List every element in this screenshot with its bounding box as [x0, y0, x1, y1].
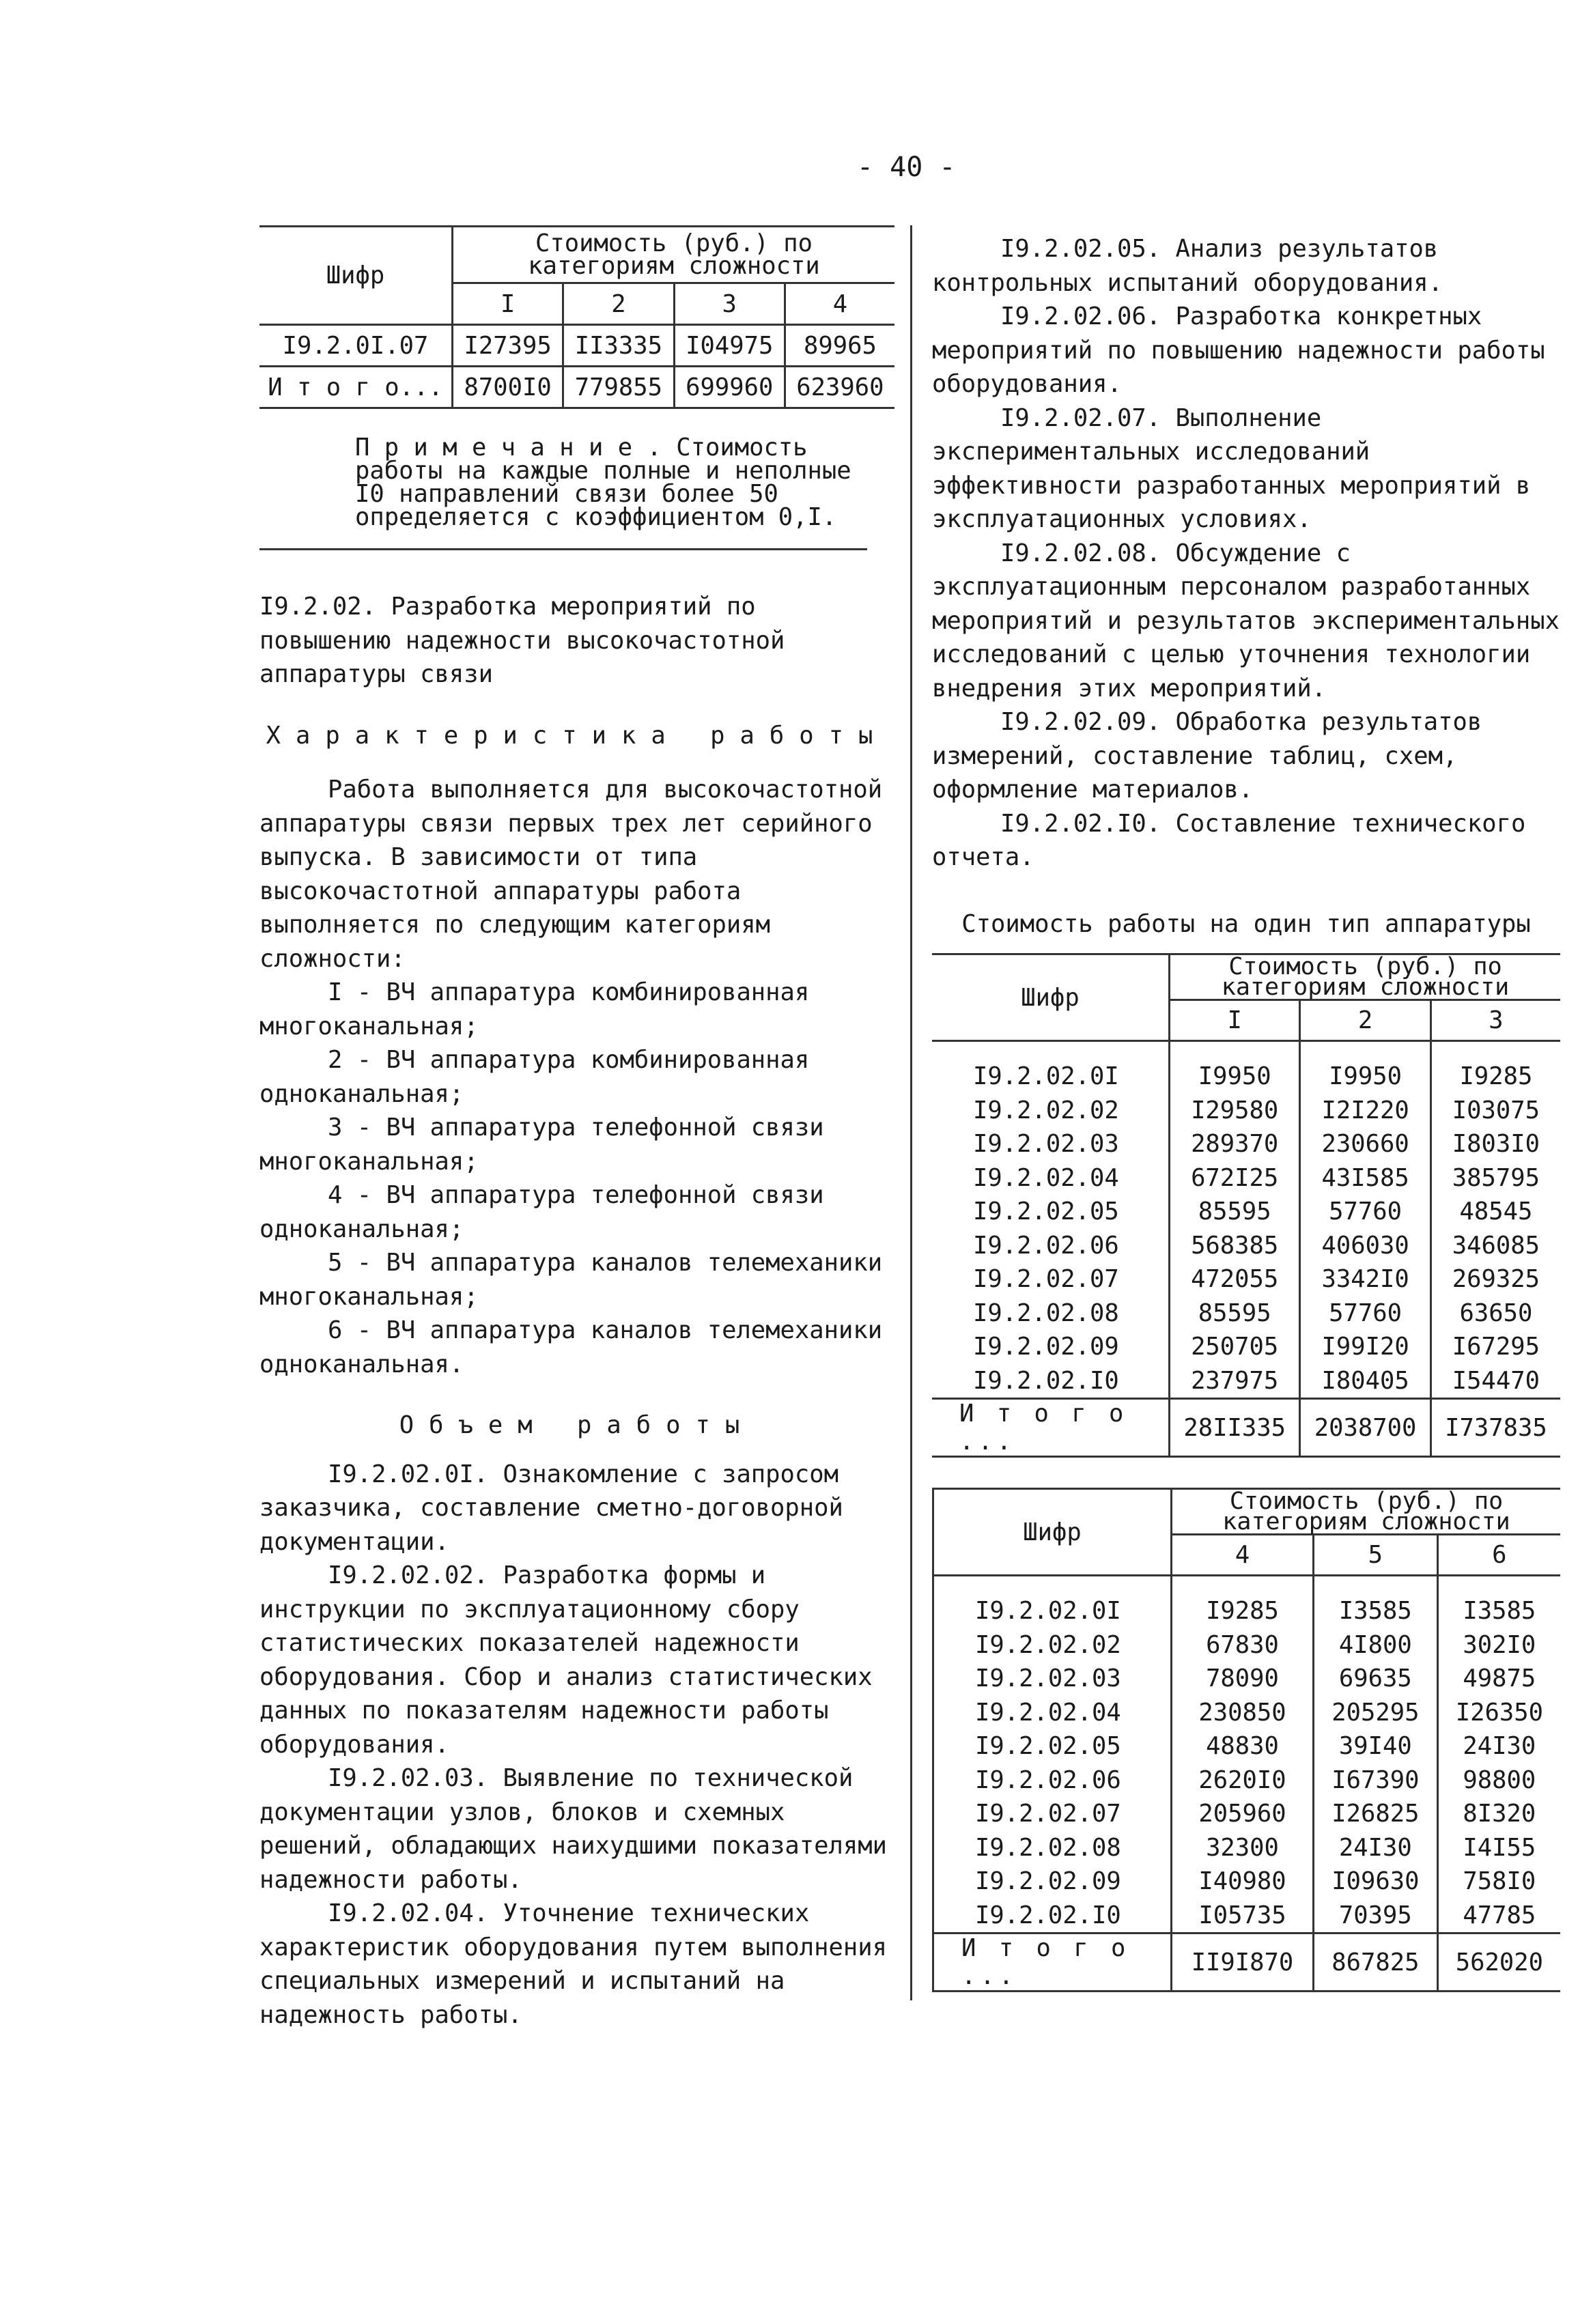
table3-cell: I67390 [1314, 1763, 1438, 1798]
table3-row-code: I9.2.02.04 [933, 1696, 1172, 1730]
table3-row-code: I9.2.02.05 [933, 1729, 1172, 1763]
table3-cat: 6 [1437, 1534, 1560, 1575]
table3-row-code: I9.2.02.0I [933, 1594, 1172, 1628]
table3-cell: 48830 [1172, 1729, 1314, 1763]
table-row [933, 1899, 1561, 1933]
table2-cell: 237975 [1170, 1364, 1300, 1399]
table-row [259, 325, 894, 367]
table3-row-code: I9.2.02.03 [933, 1662, 1172, 1696]
cost-table-19-2-01 [259, 225, 894, 409]
table-row [932, 1330, 1560, 1364]
table-row [932, 1195, 1560, 1229]
table1-cat: I [453, 283, 563, 325]
table2-row-code: I9.2.02.I0 [973, 1366, 1119, 1395]
table-total-row [932, 1399, 1560, 1457]
table2-row-code: I9.2.02.02 [973, 1096, 1119, 1124]
table2-row-code: I9.2.02.06 [973, 1231, 1119, 1260]
table2-cell: I54470 [1430, 1364, 1560, 1399]
characteristic-intro: Работа выполняется для высокочастотной аппаратуры связи первых трех лет серийного выпуска. В зависимости от типа высокочастотной аппаратуры работа выполняется по следующим категориям сложности: [259, 776, 883, 973]
table-row [932, 1161, 1560, 1195]
table-row [932, 1262, 1560, 1296]
table2-cell: 85595 [1170, 1296, 1300, 1331]
table2-row-code: I9.2.02.04 [973, 1163, 1119, 1192]
table2-cell: I03075 [1430, 1094, 1560, 1128]
table3-row-code: I9.2.02.02 [933, 1628, 1172, 1662]
volume-item: I9.2.02.I0. Составление технического отчета. [932, 809, 1526, 871]
cost-table-categories-4-6 [932, 1488, 1560, 1992]
table2-cell: 43I585 [1300, 1161, 1430, 1195]
right-column [932, 232, 1560, 1992]
table3-cell: 205960 [1172, 1797, 1314, 1831]
table2-cell: 57760 [1300, 1195, 1430, 1229]
table1-cell: II3335 [563, 325, 674, 367]
table3-total-cell: II9I870 [1172, 1933, 1314, 1992]
table-row [933, 1594, 1561, 1628]
table3-total-cell: 867825 [1314, 1933, 1438, 1992]
table3-cell: 69635 [1314, 1662, 1438, 1696]
table3-cell: 47785 [1437, 1899, 1560, 1933]
table-row [933, 1797, 1561, 1831]
table2-cell: 63650 [1430, 1296, 1560, 1331]
cost-heading: Стоимость работы на один тип аппаратуры [961, 909, 1531, 938]
table-row [933, 1696, 1561, 1730]
table3-total-label: И т о г о ... [933, 1933, 1172, 1992]
table2-cell: I9950 [1300, 1060, 1430, 1094]
table3-total-cell: 562020 [1437, 1933, 1560, 1992]
volume-item: I9.2.02.0I. Ознакомление с запросом заказчика, составление сметно-договорной документации. [259, 1460, 843, 1556]
table-total-row [259, 367, 894, 408]
table3-cell: 4I800 [1314, 1628, 1438, 1662]
table3-cell: 78090 [1172, 1662, 1314, 1696]
table3-row-code: I9.2.02.07 [933, 1797, 1172, 1831]
table3-row-code: I9.2.02.08 [933, 1831, 1172, 1865]
column-divider [910, 225, 912, 2000]
table2-cell: 230660 [1300, 1127, 1430, 1161]
table3-cell: 98800 [1437, 1763, 1560, 1798]
table1-cell: 89965 [785, 325, 894, 367]
table-row [933, 1729, 1561, 1763]
cost-table-categories-1-3 [932, 953, 1560, 1458]
table2-cat: 3 [1430, 1000, 1560, 1040]
table2-cell: I803I0 [1430, 1127, 1560, 1161]
table1-cell: I04975 [674, 325, 785, 367]
table2-row-code: I9.2.02.0I [973, 1062, 1119, 1091]
table1-cell: I27395 [453, 325, 563, 367]
table1-cat: 2 [563, 283, 674, 325]
table1-header-code: Шифр [259, 227, 453, 325]
table3-cell: I40980 [1172, 1865, 1314, 1899]
table-row [932, 1229, 1560, 1263]
category-item: 4 - ВЧ аппаратура телефонной связи одноканальная; [259, 1181, 824, 1243]
table2-cell: I67295 [1430, 1330, 1560, 1364]
note-divider [259, 548, 867, 550]
volume-item: I9.2.02.07. Выполнение экспериментальных исследований эффективности разработанных мероприятий в эксплуатационных условиях. [932, 403, 1531, 533]
table3-row-code: I9.2.02.I0 [933, 1899, 1172, 1933]
table3-cell: 32300 [1172, 1831, 1314, 1865]
table2-total-cell: I737835 [1430, 1399, 1560, 1457]
table-row [932, 1364, 1560, 1399]
table1-total-cell: 623960 [785, 367, 894, 408]
table1-cat: 4 [785, 283, 894, 325]
table3-cell: 2620I0 [1172, 1763, 1314, 1798]
category-item: 2 - ВЧ аппаратура комбинированная одноканальная; [259, 1046, 810, 1108]
table1-total-cell: 779855 [563, 367, 674, 408]
table2-cell: 57760 [1300, 1296, 1430, 1331]
table2-header-cost: Стоимость (руб.) по категориям сложности [1170, 954, 1561, 1000]
table-row [933, 1628, 1561, 1662]
left-column [259, 225, 894, 2032]
category-item: I - ВЧ аппаратура комбинированная многоканальная; [259, 978, 810, 1040]
volume-item: I9.2.02.05. Анализ результатов контрольных испытаний оборудования. [932, 235, 1443, 297]
volume-item: I9.2.02.04. Уточнение технических характеристик оборудования путем выполнения специальных измерений и испытаний на надежность работы. [259, 1899, 888, 2029]
table2-cell: 472055 [1170, 1262, 1300, 1296]
table2-cell: I2I220 [1300, 1094, 1430, 1128]
table1-total-label: И т о г о... [259, 367, 453, 408]
table-row [933, 1662, 1561, 1696]
volume-item: I9.2.02.08. Обсуждение с эксплуатационным персоналом разработанных мероприятий и результатов экспериментальных исследований с целью уточнения технологии внедрения этих мероприятий. [932, 539, 1560, 703]
table2-header-code: Шифр [932, 954, 1170, 1041]
table-row [932, 1127, 1560, 1161]
table3-cell: 758I0 [1437, 1865, 1560, 1899]
table2-row-code: I9.2.02.09 [973, 1333, 1119, 1361]
table2-cat: 2 [1300, 1000, 1430, 1040]
table2-row-code: I9.2.02.05 [973, 1198, 1119, 1226]
table2-cell: 672I25 [1170, 1161, 1300, 1195]
table2-cell: 48545 [1430, 1195, 1560, 1229]
table3-cell: 302I0 [1437, 1628, 1560, 1662]
table2-cat: I [1170, 1000, 1300, 1040]
table-row [933, 1763, 1561, 1798]
table2-cell: I29580 [1170, 1094, 1300, 1128]
table2-cell: I9950 [1170, 1060, 1300, 1094]
table3-cell: I05735 [1172, 1899, 1314, 1933]
table2-cell: 3342I0 [1300, 1262, 1430, 1296]
table2-cell: 289370 [1170, 1127, 1300, 1161]
table3-header-code: Шифр [933, 1489, 1172, 1576]
table2-cell: 568385 [1170, 1229, 1300, 1263]
table-row [932, 1094, 1560, 1128]
table3-cell: 70395 [1314, 1899, 1438, 1933]
category-item: 3 - ВЧ аппаратура телефонной связи многоканальная; [259, 1114, 824, 1176]
table2-cell: 250705 [1170, 1330, 1300, 1364]
table3-row-code: I9.2.02.06 [933, 1763, 1172, 1798]
table2-cell: 269325 [1430, 1262, 1560, 1296]
volume-item: I9.2.02.02. Разработка формы и инструкции по эксплуатационному сбору статистических показателей надежности оборудования. Сбор и анализ статистических данных по показателям надежности работы оборудования. [259, 1561, 873, 1759]
table3-header-cost: Стоимость (руб.) по категориям сложности [1172, 1489, 1561, 1535]
volume-heading: Объем работы [399, 1411, 755, 1439]
table2-row-code: I9.2.02.03 [973, 1130, 1119, 1159]
table-total-row [933, 1933, 1561, 1992]
table1-total-cell: 8700I0 [453, 367, 563, 408]
table2-cell: 85595 [1170, 1195, 1300, 1229]
table2-cell: 406030 [1300, 1229, 1430, 1263]
table3-cell: I3585 [1314, 1594, 1438, 1628]
table3-cell: 24I30 [1314, 1831, 1438, 1865]
table2-cell: 346085 [1430, 1229, 1560, 1263]
table3-cell: 8I320 [1437, 1797, 1560, 1831]
table3-cell: I09630 [1314, 1865, 1438, 1899]
table-row [932, 1296, 1560, 1331]
table3-cell: I3585 [1437, 1594, 1560, 1628]
table3-cell: 24I30 [1437, 1729, 1560, 1763]
table3-cell: I4I55 [1437, 1831, 1560, 1865]
table2-cell: I80405 [1300, 1364, 1430, 1399]
table2-cell: I99I20 [1300, 1330, 1430, 1364]
table-row [933, 1865, 1561, 1899]
table-row [933, 1831, 1561, 1865]
category-item: 5 - ВЧ аппаратура каналов телемеханики многоканальная; [259, 1249, 883, 1311]
table3-cell: 205295 [1314, 1696, 1438, 1730]
table2-total-cell: 2038700 [1300, 1399, 1430, 1457]
table1-header-cost: Стоимость (руб.) по категориям сложности [453, 227, 895, 283]
volume-item: I9.2.02.06. Разработка конкретных мероприятий по повышению надежности работы оборудования. [932, 302, 1545, 398]
volume-item: I9.2.02.03. Выявление по технической документации узлов, блоков и схемных решений, обладающих наихудшими показателями надежности работы. [259, 1764, 888, 1894]
table1-row-code: I9.2.0I.07 [259, 325, 453, 367]
table2-cell: 385795 [1430, 1161, 1560, 1195]
table3-cell: 230850 [1172, 1696, 1314, 1730]
table1-cat: 3 [674, 283, 785, 325]
table-note: П р и м е ч а н и е . Стоимость работы на каждые полные и неполные I0 направлений связи более 50 определяется с коэффициентом 0,I. [355, 434, 851, 531]
table3-cell: I26350 [1437, 1696, 1560, 1730]
table1-total-cell: 699960 [674, 367, 785, 408]
table2-total-label: И т о г о ... [932, 1399, 1170, 1457]
table3-cell: 49875 [1437, 1662, 1560, 1696]
table-row [932, 1060, 1560, 1094]
characteristic-heading: Характеристика работы [266, 721, 888, 750]
table3-row-code: I9.2.02.09 [933, 1865, 1172, 1899]
table3-cell: I9285 [1172, 1594, 1314, 1628]
table3-cat: 5 [1314, 1534, 1438, 1575]
section-title: I9.2.02. Разработка мероприятий по повышению надежности высокочастотной аппаратуры связи [259, 593, 785, 688]
table3-cat: 4 [1172, 1534, 1314, 1575]
table2-cell: I9285 [1430, 1060, 1560, 1094]
table2-row-code: I9.2.02.07 [973, 1265, 1119, 1294]
table3-cell: 67830 [1172, 1628, 1314, 1662]
table2-row-code: I9.2.02.08 [973, 1299, 1119, 1327]
table2-total-cell: 28II335 [1170, 1399, 1300, 1457]
table3-cell: I26825 [1314, 1797, 1438, 1831]
volume-item: I9.2.02.09. Обработка результатов измерений, составление таблиц, схем, оформление материалов. [932, 708, 1482, 804]
category-item: 6 - ВЧ аппаратура каналов телемеханики одноканальная. [259, 1316, 883, 1378]
table3-cell: 39I40 [1314, 1729, 1438, 1763]
page-number: - 40 - [857, 152, 956, 183]
